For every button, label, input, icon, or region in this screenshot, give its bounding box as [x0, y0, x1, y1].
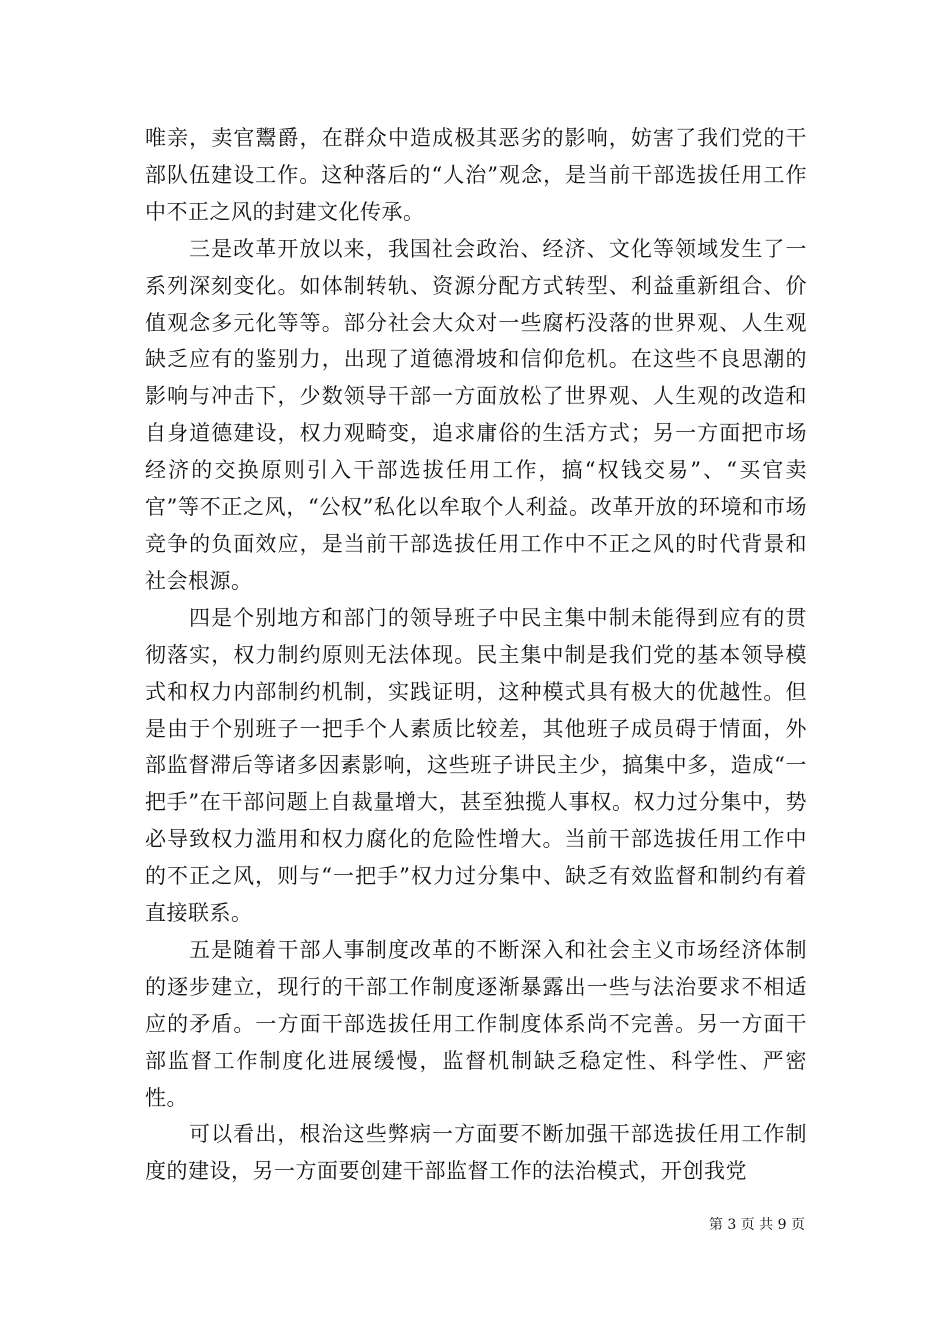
- paragraph-5: 可以看出，根治这些弊病一方面要不断加强干部选拔任用工作制度的建设，另一方面要创建干部监督工作的法治模式，开创我党: [145, 1122, 807, 1184]
- page-number-footer: 第 3 页 共 9 页: [708, 1217, 805, 1233]
- paragraph-3: 四是个别地方和部门的领导班子中民主集中制未能得到应有的贯彻落实，权力制约原则无法体现。民主集中制是我们党的基本领导模式和权力内部制约机制，实践证明，这种模式具有极大的优越性。但是由于个别班子一把手个人素质比较差，其他班子成员碍于情面，外部监督滞后等诸多因素影响，这些班子讲民主少，搞集中多，造成“一把手”在干部问题上自裁量增大，甚至独揽人事权。权力过分集中，势必导致权力滥用和权力腐化的危险性增大。当前干部选拔任用工作中的不正之风，则与“一把手”权力过分集中、缺乏有效监督和制约有着直接联系。: [145, 605, 807, 926]
- paragraph-2: 三是改革开放以来，我国社会政治、经济、文化等领域发生了一系列深刻变化。如体制转轨、资源分配方式转型、利益重新组合、价值观念多元化等等。部分社会大众对一些腐朽没落的世界观、人生观缺乏应有的鉴别力，出现了道德滑坡和信仰危机。在这些不良思潮的影响与冲击下，少数领导干部一方面放松了世界观、人生观的改造和自身道德建设，权力观畸变，追求庸俗的生活方式；另一方面把市场经济的交换原则引入干部选拔任用工作，搞“权钱交易”、“买官卖官”等不正之风，“公权”私化以牟取个人利益。改革开放的环境和市场竞争的负面效应，是当前干部选拔任用工作中不正之风的时代背景和社会根源。: [145, 236, 807, 593]
- paragraph-1: 唯亲，卖官鬻爵，在群众中造成极其恶劣的影响，妨害了我们党的干部队伍建设工作。这种落后的“人治”观念，是当前干部选拔任用工作中不正之风的封建文化传承。: [145, 126, 807, 224]
- document-body: [145, 120, 807, 1190]
- paragraph-4: 五是随着干部人事制度改革的不断深入和社会主义市场经济体制的逐步建立，现行的干部工作制度逐渐暴露出一些与法治要求不相适应的矛盾。一方面干部选拔任用工作制度体系尚不完善。另一方面干部监督工作制度化进展缓慢，监督机制缺乏稳定性、科学性、严密性。: [145, 937, 807, 1110]
